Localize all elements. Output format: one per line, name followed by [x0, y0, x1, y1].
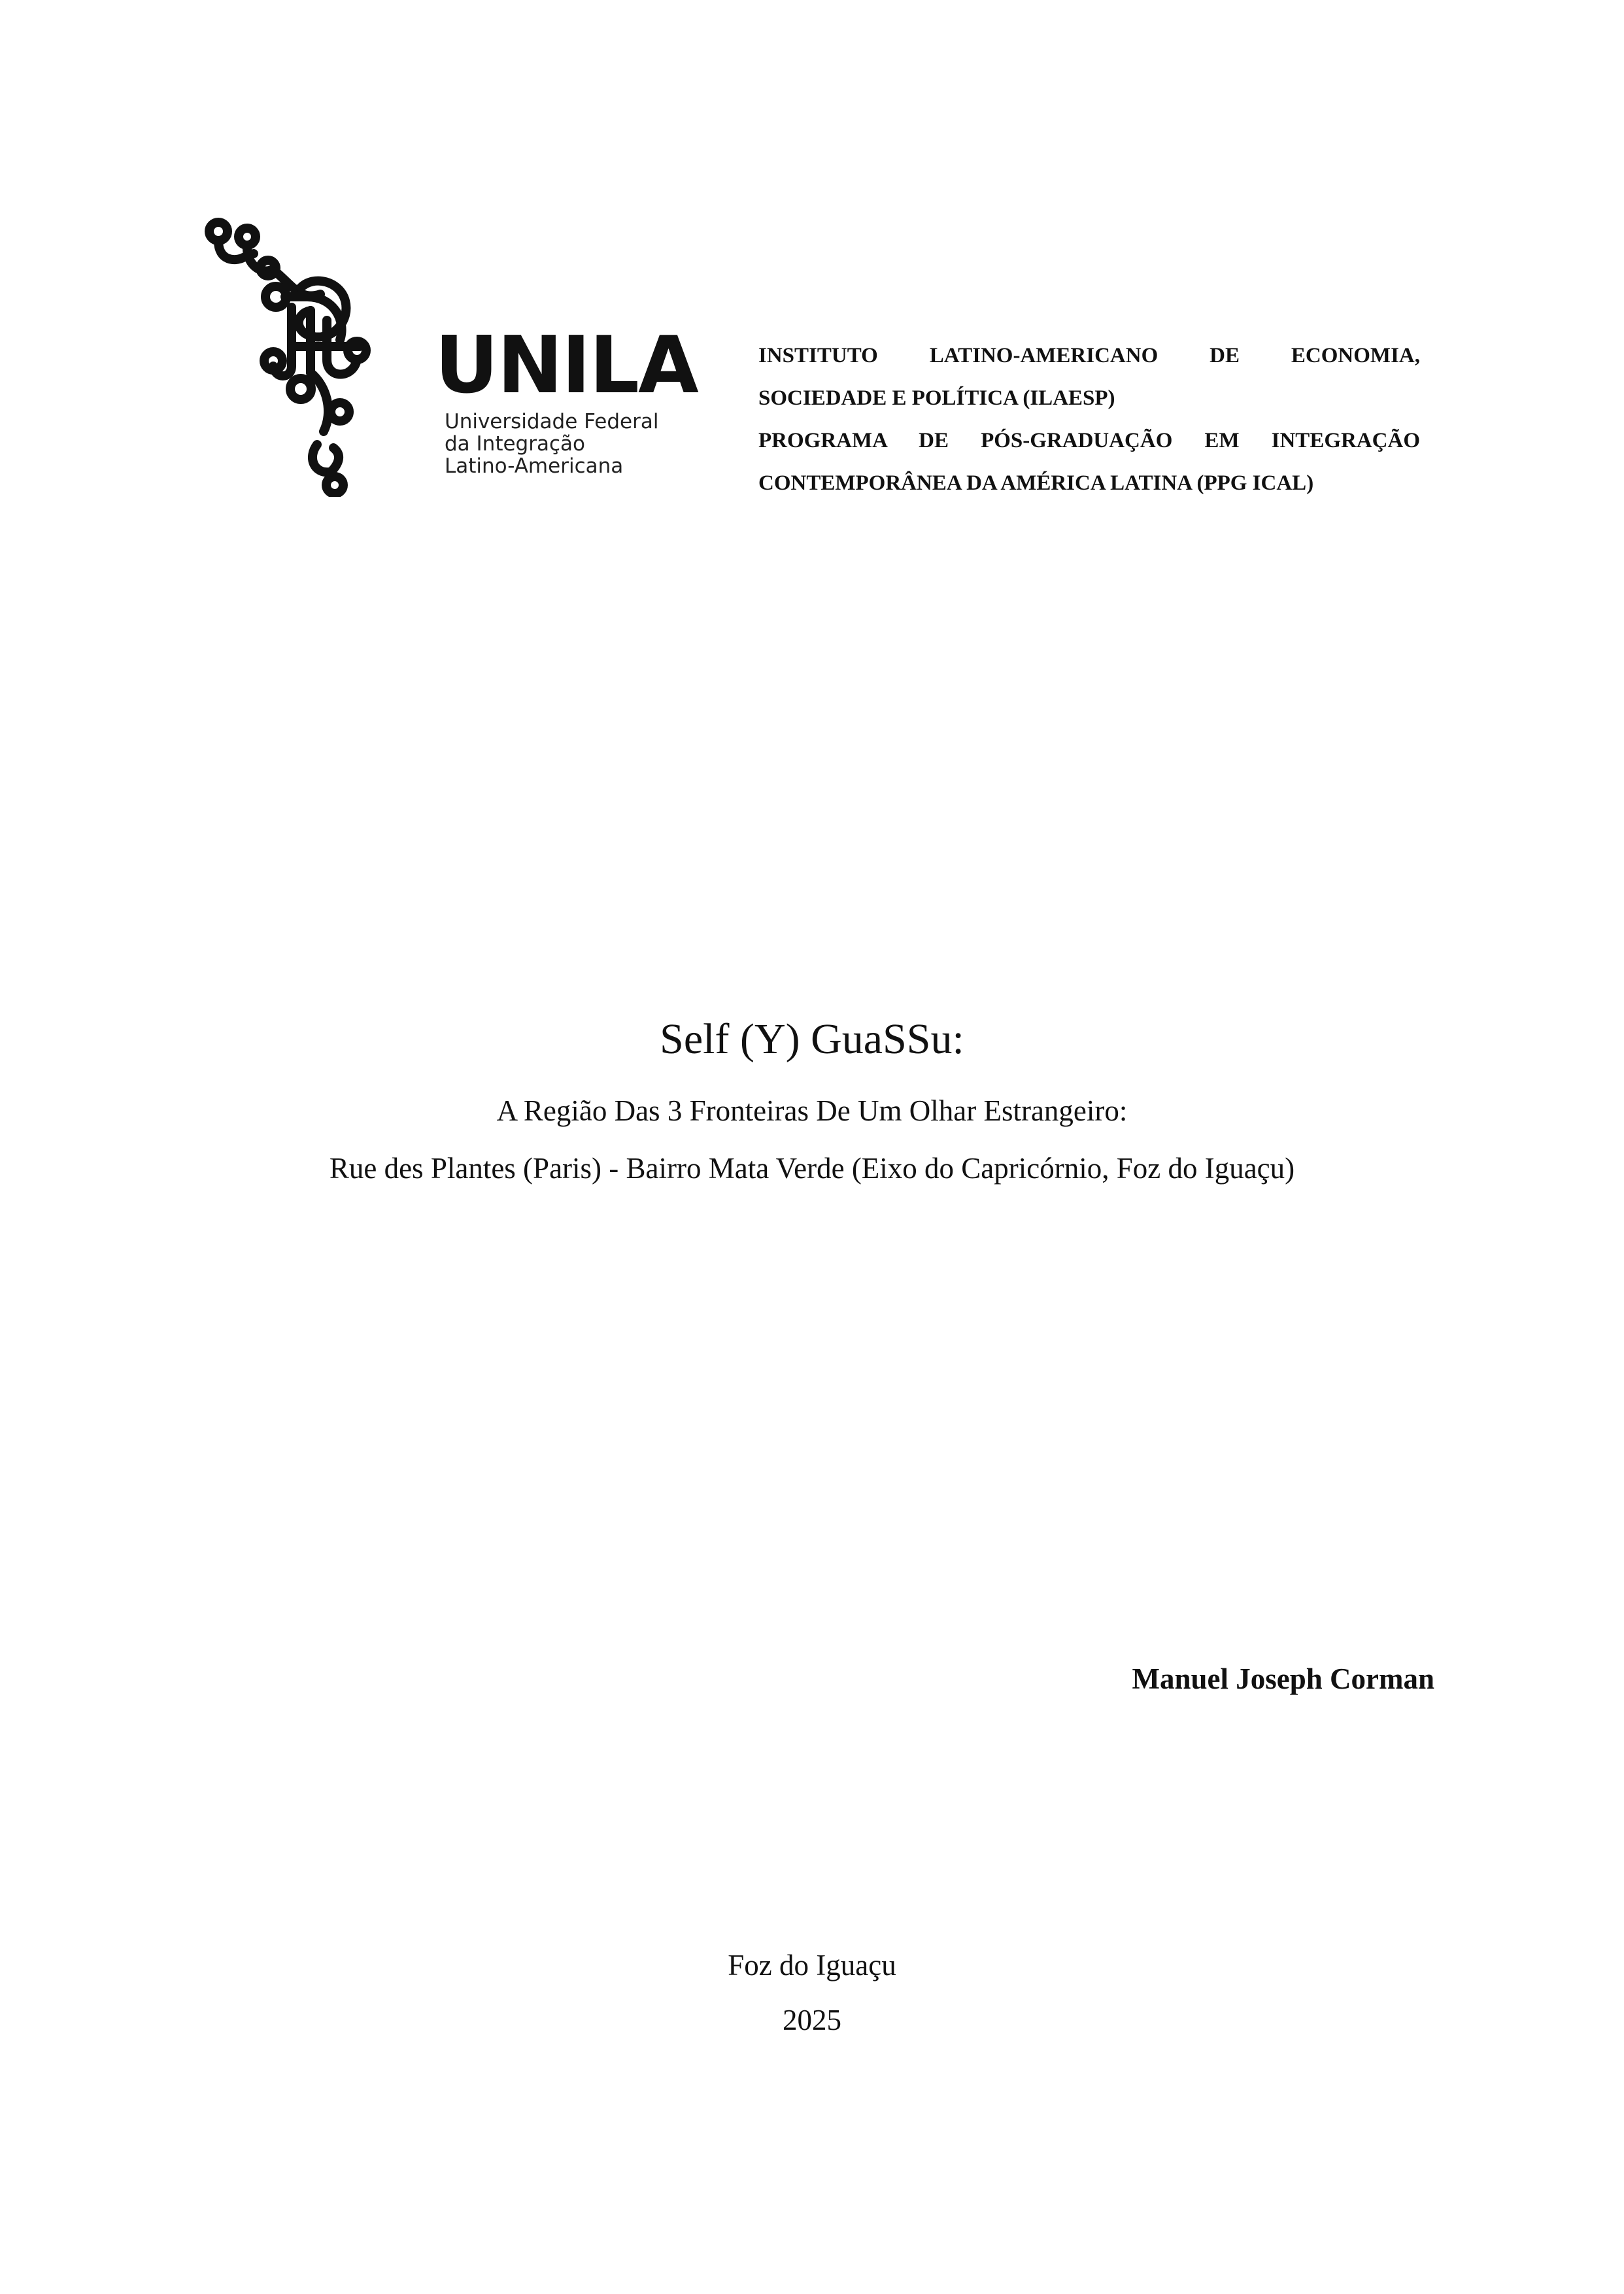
document-title: Self (Y) GuaSSu: [660, 1015, 964, 1063]
institution-line: INSTITUTO LATINO-AMERICANO DE ECONOMIA, [758, 344, 1420, 367]
author-name: Manuel Joseph Corman [1132, 1662, 1434, 1695]
publication-place: Foz do Iguaçu [728, 1949, 896, 1982]
document-subtitle-line-2: Rue des Plantes (Paris) - Bairro Mata Verde (Eixo do Capricórnio, Foz do Iguaçu) [329, 1152, 1295, 1185]
publication-year: 2025 [783, 2004, 841, 2036]
logo-subtitle-line: Universidade Federal [445, 410, 659, 433]
logo-subtitle-line: Latino-Americana [445, 454, 624, 478]
university-logo [203, 216, 698, 497]
institution-header [758, 335, 1420, 505]
institution-line: CONTEMPORÂNEA DA AMÉRICA LATINA (PPG ICAL) [758, 471, 1314, 495]
institution-line: SOCIEDADE E POLÍTICA (ILAESP) [758, 386, 1115, 410]
logo-subtitle-line: da Integração [445, 432, 585, 456]
unila-emblem-icon [203, 216, 438, 497]
document-subtitle-line-1: A Região Das 3 Fronteiras De Um Olhar Estrangeiro: [496, 1094, 1128, 1127]
institution-line: PROGRAMA DE PÓS-GRADUAÇÃO EM INTEGRAÇÃO [758, 429, 1420, 452]
logo-wordmark: UNILA [435, 320, 698, 411]
logo-subtitle [445, 411, 658, 477]
